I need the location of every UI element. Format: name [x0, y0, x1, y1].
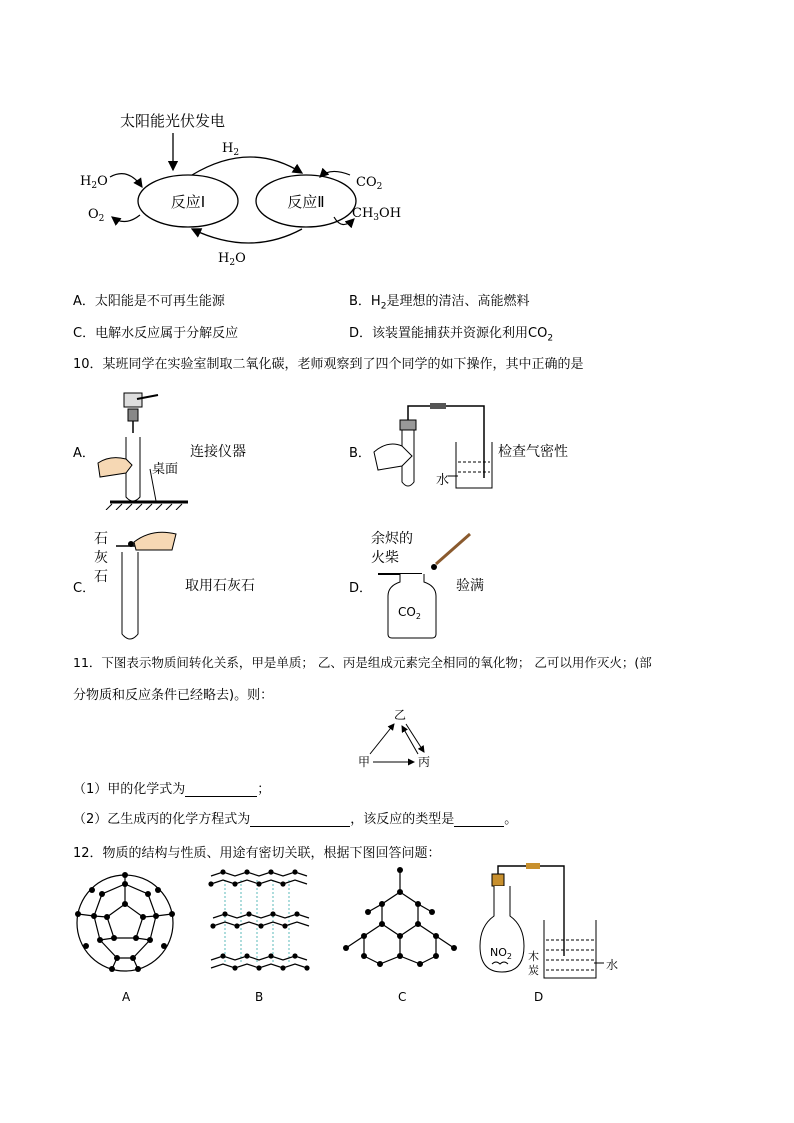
- fullerene-structure: [70, 868, 180, 978]
- q10-c-caption: 取用石灰石: [185, 578, 255, 594]
- h2o-left-label: $H_2O$: [80, 174, 108, 191]
- q10-option-d[interactable]: D．: [349, 581, 373, 596]
- q10-d-label-1: 余烬的: [371, 531, 413, 547]
- q11-blank-1[interactable]: [185, 783, 257, 797]
- q9-option-a[interactable]: A．太阳能是不可再生能源: [73, 294, 225, 309]
- label-a: A: [122, 990, 131, 1004]
- beaker-water-label: 水: [606, 958, 619, 972]
- h2o-bottom-label: $H_2O$: [218, 251, 246, 268]
- q10-b-water-label: 水: [436, 473, 450, 488]
- q11-stem-line2: 分物质和反应条件已经略去)。则：: [73, 688, 274, 703]
- q11-sub1: （1）甲的化学式为 ；: [73, 782, 271, 797]
- o2-label: $O_2$: [88, 207, 105, 224]
- q10-option-a[interactable]: A．: [73, 446, 95, 461]
- q12-stem: 12．物质的结构与性质、用途有密切关联，根据下图回答问题：: [73, 846, 441, 861]
- q9-option-b[interactable]: B．$H_2$是理想的清洁、高能燃料: [349, 294, 530, 312]
- flask-no2-label: $NO_2$: [490, 946, 512, 961]
- diamond-structure: [340, 864, 460, 974]
- q10-c-label-3: 石: [94, 569, 108, 585]
- solar-power-label: 太阳能光伏发电: [120, 112, 226, 130]
- label-b: B: [255, 990, 264, 1004]
- q10-a-caption: 连接仪器: [190, 444, 246, 460]
- reaction-cycle-diagram: [70, 105, 430, 270]
- q11-sub2: （2）乙生成丙的化学方程式为 ，该反应的类型是 。: [73, 812, 518, 827]
- q10-b-caption: 检查气密性: [498, 444, 568, 460]
- q10-c-illustration: [112, 524, 184, 644]
- q9-option-d[interactable]: D．该装置能捕获并资源化利用$CO_2$: [349, 326, 554, 344]
- label-c: C: [398, 990, 407, 1004]
- label-d: D: [534, 990, 544, 1004]
- h2-label: $H_2$: [222, 141, 240, 158]
- reaction-1-label: 反应Ⅰ: [170, 193, 206, 211]
- q9-option-c[interactable]: C．电解水反应属于分解反应: [73, 326, 239, 341]
- charcoal-label-1: 木: [528, 950, 539, 963]
- q10-c-label-1: 石: [94, 531, 108, 547]
- node-bing: 丙: [418, 755, 431, 769]
- q10-stem: 10．某班同学在实验室制取二氧化碳，老师观察到了四个同学的如下操作，其中正确的是: [73, 357, 584, 372]
- q11-blank-3[interactable]: [454, 813, 504, 827]
- q10-a-table-label: 桌面: [152, 462, 179, 477]
- co2-bottle-label: $CO_2$: [398, 605, 421, 621]
- q10-d-caption: 验满: [456, 578, 484, 594]
- q10-option-c[interactable]: C．: [73, 581, 96, 596]
- q11-stem-line1: 11．下图表示物质间转化关系，甲是单质； 乙、丙是组成元素完全相同的氧化物； 乙可以用作灭火；(部: [73, 655, 652, 670]
- no2-flask-apparatus: [478, 860, 618, 986]
- co2-label: $CO_2$: [356, 175, 383, 192]
- graphite-structure: [205, 866, 315, 976]
- q10-d-label-2: 火柴: [371, 550, 399, 566]
- conversion-triangle-diagram: [350, 704, 440, 774]
- charcoal-label-2: 炭: [528, 964, 539, 977]
- reaction-2-label: 反应Ⅱ: [287, 193, 325, 211]
- q10-option-b[interactable]: B．: [349, 446, 371, 461]
- q11-blank-2[interactable]: [250, 813, 350, 827]
- node-jia: 甲: [358, 755, 371, 769]
- q10-c-label-2: 灰: [94, 550, 108, 566]
- q10-a-illustration: [92, 385, 192, 510]
- q10-b-illustration: [368, 400, 498, 495]
- node-yi: 乙: [394, 708, 407, 722]
- ch3oh-label: $CH_3OH$: [352, 206, 402, 223]
